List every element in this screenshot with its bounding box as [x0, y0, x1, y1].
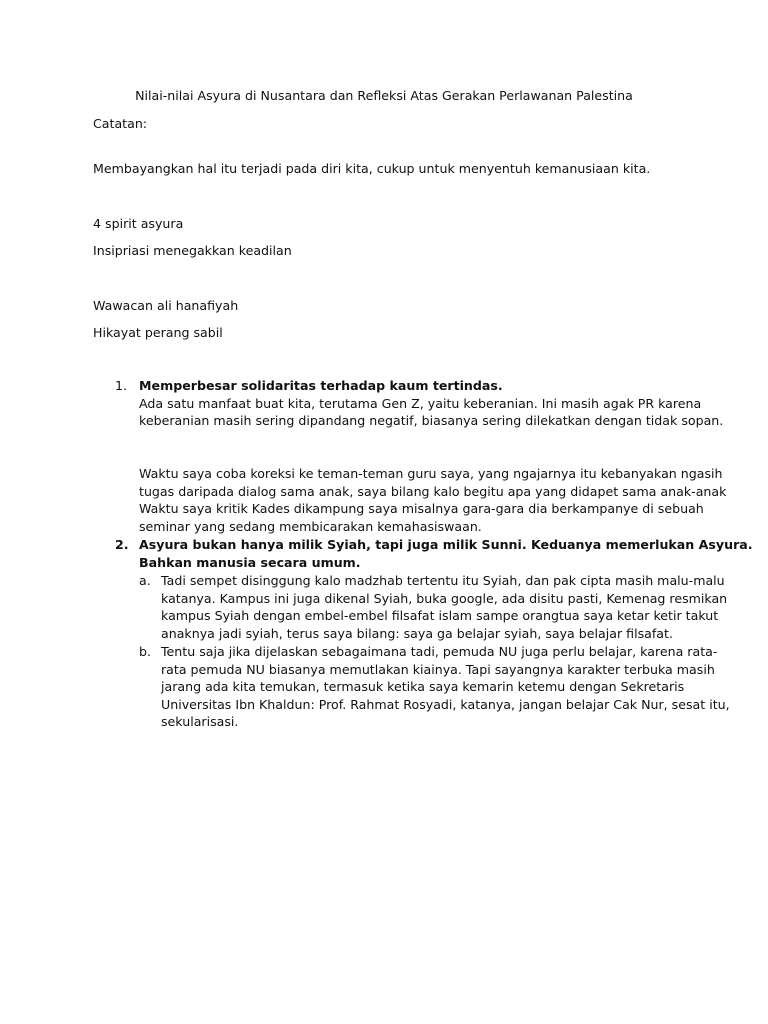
sub-list-item-line: Tadi sempet disinggung kalo madzhab tertentu itu Syiah, dan pak cipta masih malu-malu — [161, 573, 725, 588]
list-item-heading: Memperbesar solidaritas terhadap kaum tertindas. — [139, 378, 503, 393]
sub-list-item-body — [161, 643, 730, 731]
list-item-body — [139, 536, 753, 571]
list-item-line: Waktu saya kritik Kades dikampung saya misalnya gara-gara dia berkampanye di sebuah — [139, 501, 704, 517]
sub-list-item-line: Universitas Ibn Khaldun: Prof. Rahmat Rosyadi, katanya, jangan belajar Cak Nur, sesat itu, — [161, 696, 730, 712]
list-item-line: tugas daripada dialog sama anak, saya bilang kalo begitu apa yang didapet sama anak-anak — [139, 483, 727, 499]
sub-list-item-line: sekularisasi. — [161, 714, 239, 730]
list-item-heading: Asyura bukan hanya milik Syiah, tapi juga milik Sunni. Keduanya memerlukan Asyura. — [139, 537, 753, 552]
hikayat-paragraph: Hikayat perang sabil — [93, 325, 223, 340]
list-item-number: 2. — [115, 537, 129, 552]
list-item-heading: Bahkan manusia secara umum. — [139, 554, 361, 570]
sub-list-item-line: jarang ada kita temukan, termasuk ketika saya kemarin ketemu dengan Sekretaris — [161, 679, 685, 695]
sub-list-item-line: Tentu saja jika dijelaskan sebagaimana tadi, pemuda NU juga perlu belajar, karena rata- — [161, 644, 718, 659]
list-item-line: seminar yang sedang membicarakan kemahasiswaan. — [139, 518, 482, 534]
list-item-line: Waktu saya coba koreksi ke teman-teman guru saya, yang ngajarnya itu kebanyakan ngasih — [139, 466, 723, 481]
sub-list-item-line: katanya. Kampus ini juga dikenal Syiah, buka google, ada disitu pasti, Kemenag resmikan — [161, 590, 728, 606]
list-item-line: keberanian masih sering dipandang negatif, biasanya sering dilekatkan dengan tidak sopan. — [139, 413, 724, 429]
sub-list-item-letter: a. — [139, 573, 151, 588]
sub-list-item-line: rata pemuda NU biasanya memutlakan kiainya. Tapi sayangnya karakter terbuka masih — [161, 661, 715, 677]
document-title: Nilai-nilai Asyura di Nusantara dan Refleksi Atas Gerakan Perlawanan Palestina — [135, 88, 633, 103]
catatan-label: Catatan: — [93, 116, 148, 131]
list-item-line: Ada satu manfaat buat kita, terutama Gen Z, yaitu keberanian. Ini masih agak PR karena — [139, 395, 702, 411]
sub-list-item-letter: b. — [139, 644, 151, 659]
sub-list-item-line: anaknya jadi syiah, terus saya bilang: saya ga belajar syiah, saya belajar filsafat. — [161, 625, 673, 641]
list-item-body — [139, 377, 724, 430]
list-item-body-continued — [139, 465, 727, 535]
sub-list-item-line: kampus Syiah dengan embel-embel filsafat islam sampe orangtua saya ketar ketir takut — [161, 608, 719, 624]
spirit-paragraph: 4 spirit asyura — [93, 216, 184, 231]
sub-list-item-body — [161, 572, 728, 642]
list-item-number: 1. — [115, 378, 128, 393]
intro-paragraph: Membayangkan hal itu terjadi pada diri kita, cukup untuk menyentuh kemanusiaan kita. — [93, 161, 651, 176]
wawacan-paragraph: Wawacan ali hanafiyah — [93, 298, 239, 313]
inspirasi-paragraph: Insipriasi menegakkan keadilan — [93, 243, 292, 258]
